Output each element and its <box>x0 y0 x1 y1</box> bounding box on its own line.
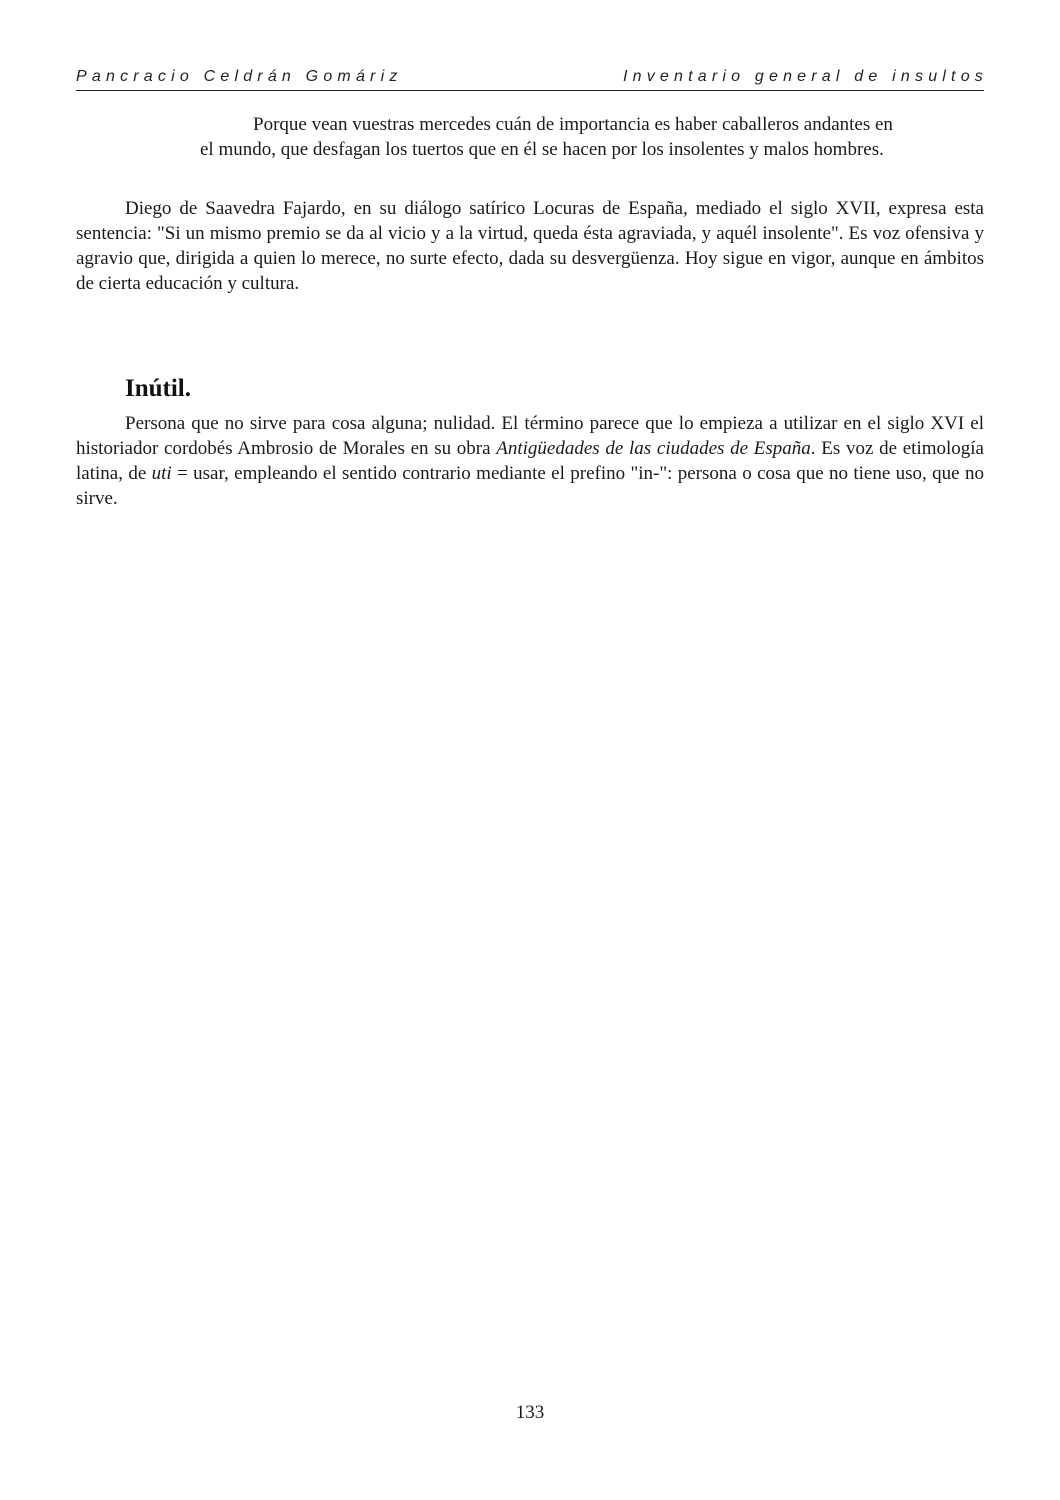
entry-heading-inutil: Inútil. <box>125 375 192 402</box>
latin-word: uti <box>151 463 172 484</box>
definition-text-1: Persona que no sirve para cosa alguna; nulidad. El término parece que lo empieza a utilizar en el siglo XVI el historiador cordobés Ambrosio de Morales en su obra <box>76 413 984 459</box>
work-title: Antigüedades de las ciudades de España <box>496 438 811 459</box>
entry-definition <box>76 411 984 511</box>
header-author: Pancracio Celdrán Gomáriz <box>76 68 403 85</box>
paragraph-saavedra: Diego de Saavedra Fajardo, en su diálogo satírico Locuras de España, mediado el siglo XVII, expresa esta sentencia: "Si un mismo premio se da al vicio y a la virtud, queda ésta agraviada, y aquél insolente". Es voz ofensiva y agravio que, dirigida a quien lo merece, no surte efecto, dada su desvergüenza. Hoy sigue en vigor, aunque en ámbitos de cierta educación y cultura. <box>76 198 984 294</box>
block-quote <box>200 112 984 162</box>
quote-line-2: el mundo, que desfagan los tuertos que en él se hacen por los insolentes y malos hombres. <box>200 139 884 160</box>
quote-line-1: Porque vean vuestras mercedes cuán de importancia es haber caballeros andantes en <box>253 114 893 135</box>
page-number: 133 <box>515 1402 545 1423</box>
running-header <box>76 66 988 91</box>
definition-text-3: = usar, empleando el sentido contrario mediante el prefino "in-": persona o cosa que no tiene uso, que no sirve. <box>76 463 984 509</box>
definition-text-2: . Es voz de etimología latina, de <box>76 438 984 484</box>
header-book-title: Inventario general de insultos <box>622 68 988 85</box>
